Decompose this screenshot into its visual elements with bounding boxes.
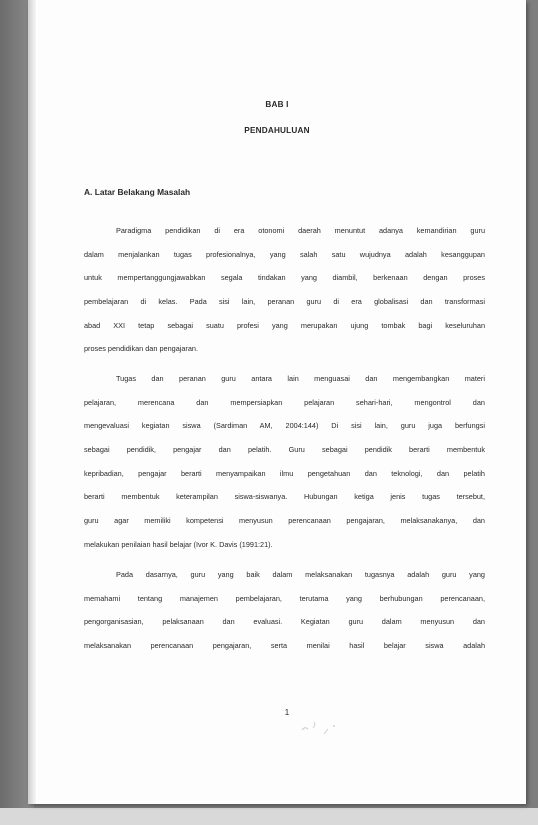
body-line: Tugas dan peranan guru antara lain menguasai dan mengembangkan materi xyxy=(116,374,485,383)
body-line: dalam menjalankan tugas profesionalnya, yang salah satu wujudnya adalah kesanggupan xyxy=(84,250,485,259)
body-line: Pada dasarnya, guru yang baik dalam melaksanakan tugasnya adalah guru yang xyxy=(116,570,485,579)
document-page xyxy=(28,0,526,804)
body-line: berarti membentuk keterampilan siswa-siswanya. Hubungan ketiga jenis tugas tersebut, xyxy=(84,492,485,501)
section-heading: A. Latar Belakang Masalah xyxy=(84,187,191,197)
scan-background-bottom xyxy=(0,808,538,825)
body-line: guru agar memiliki kompetensi menyusun perencanaan pengajaran, melaksanakanya, dan xyxy=(84,516,485,525)
chapter-title: PENDAHULUAN xyxy=(244,126,310,135)
body-line: Paradigma pendidikan di era otonomi daerah menuntut adanya kemandirian guru xyxy=(116,226,485,235)
body-line: melakukan penilaian hasil belajar (Ivor K. Davis (1991:21). xyxy=(84,540,273,549)
page-binding-edge xyxy=(28,0,36,804)
body-line: proses pendidikan dan pengajaran. xyxy=(84,344,198,353)
chapter-heading: BAB I xyxy=(265,100,289,109)
body-line: sebagai pendidik, pengajar dan pelatih. Guru sebagai pendidik berarti membentuk xyxy=(84,445,485,454)
body-line: pengorganisasian, pelaksanaan dan evaluasi. Kegiatan guru dalam menyusun dan xyxy=(84,617,485,626)
scan-smudge-marks xyxy=(290,712,350,752)
body-line: melaksanakan perencanaan pengajaran, serta menilai hasil belajar siswa adalah xyxy=(84,641,485,650)
body-line: kepribadian, pengajar berarti menyampaikan ilmu pengetahuan dan teknologi, dan pelatih xyxy=(84,469,485,478)
page-number: 1 xyxy=(284,708,290,717)
body-line: memahami tentang manajemen pembelajaran, terutama yang berhubungan perencanaan, xyxy=(84,594,485,603)
body-line: mengevaluasi kegiatan siswa (Sardiman AM, 2004:144) Di sisi lain, guru juga berfungsi xyxy=(84,421,485,430)
body-line: abad XXI tetap sebagai suatu profesi yang merupakan ujung tombak bagi keseluruhan xyxy=(84,321,485,330)
body-line: pelajaran, merencana dan mempersiapkan pelajaran sehari-hari, mengontrol dan xyxy=(84,398,485,407)
body-line: pembelajaran di kelas. Pada sisi lain, peranan guru di era globalisasi dan transformasi xyxy=(84,297,485,306)
body-line: untuk mempertanggungjawabkan segala tindakan yang diambil, berkenaan dengan proses xyxy=(84,273,485,282)
